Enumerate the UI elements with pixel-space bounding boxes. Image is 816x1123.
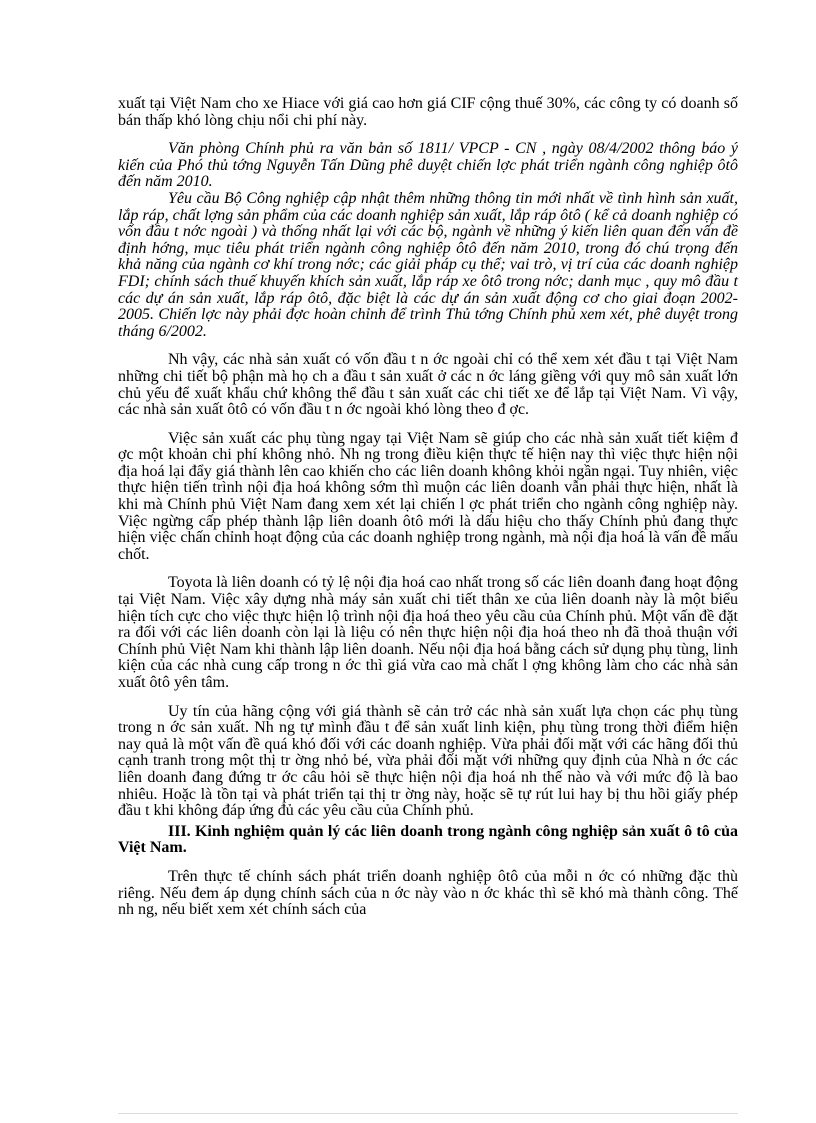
paragraph-7: Uy tín của hãng cộng với giá thành sẽ cản trở các nhà sản xuất lựa chọn các phụ tùng trong n ớc sản xuất. Nh ng tự mình đầu t để sản xuất linh kiện, phụ tùng trong thời điểm hiện nay quả là một vấn đề quá khó đối với các doanh nghiệp. Vừa phải đối mặt với các hãng đối thủ cạnh tranh trong một thị tr ờng nhỏ bé, vừa phải đối mặt với những quy định của Nhà n ớc các liên doanh đang đứng tr ớc câu hỏi sẽ thực hiện nội địa hoá nh thế nào và với mức độ là bao nhiêu. Hoặc là tồn tại và phát triển tại thị tr ờng này, hoặc sẽ tự rút lui hay bị thu hồi giấy phép đầu t khi không đáp ứng đủ các yêu cầu của Chính phủ. xyxy=(118,702,738,820)
paragraph-3-italic: Yêu cầu Bộ Công nghiệp cập nhật thêm những thông tin mới nhất về tình hình sản xuất, lắp ráp, chất lợng sản phẩm của các doanh nghiệp sản xuất, lắp ráp ôtô ( kể cả doanh nghiệp có vốn đầu t nớc ngoài ) và thống nhất lại với các bộ, ngành về những ý kiến liên quan đến vấn đề định hớng, mục tiêu phát triển ngành công nghiệp ôtô đến năm 2010, trong đó chú trọng đến khả năng của ngành cơ khí trong nớc; các giải pháp cụ thể; vai trò, vị trí của các doanh nghiệp FDI; chính sách thuế khuyến khích sản xuất, lắp ráp xe ôtô trong nớc; danh mục , quy mô đầu t các dự án sản xuất, lắp ráp ôtô, đặc biệt là các dự án sản xuất động cơ cho giai đoạn 2002-2005. Chiến lợc này phải đợc hoàn chỉnh để trình Thủ tớng Chính phủ xem xét, phê duyệt trong tháng 6/2002. xyxy=(118,189,739,340)
paragraph-4: Nh vậy, các nhà sản xuất có vốn đầu t n ớc ngoài chỉ có thể xem xét đầu t tại Việt Nam những chi tiết bộ phận mà họ ch a đầu t sản xuất ở các n ớc láng giềng với quy mô sản xuất lớn chủ yếu để xuất khẩu chứ không thể đầu t sản xuất các chi tiết xe để lắp tại Việt Nam. Vì vậy, các nhà sản xuất ôtô có vốn đầu t n ớc ngoài khó lòng theo đ ợc. xyxy=(118,351,738,419)
section-heading: III. Kinh nghiệm quản lý các liên doanh trong ngành công nghiệp sản xuất ô tô của Việt Nam. xyxy=(118,822,738,857)
paragraph-5: Việc sản xuất các phụ tùng ngay tại Việt Nam sẽ giúp cho các nhà sản xuất tiết kiệm đ ợc một khoản chi phí không nhỏ. Nh ng trong điều kiện thực tế hiện nay thì việc thực hiện nội địa hoá lại đẩy giá thành lên cao khiến cho các liên doanh không khỏi ngần ngại. Tuy nhiên, việc thực hiện tiến trình nội địa hoá không sớm thì muộn các liên doanh vẫn phải thực hiện, nhất là khi mà Chính phủ Việt Nam đang xem xét lại chiến l ợc phát triển cho ngành công nghiệp này. Việc ngừng cấp phép thành lập liên doanh ôtô mới là dấu hiệu cho thấy Chính phủ đang thực hiện việc chấn chỉnh hoạt động của các doanh nghiệp trong ngành, mà nội địa hoá là vấn đề mấu chốt. xyxy=(118,429,738,563)
paragraph-6: Toyota là liên doanh có tỷ lệ nội địa hoá cao nhất trong số các liên doanh đang hoạt động tại Việt Nam. Việc xây dựng nhà máy sản xuất chi tiết thân xe của liên doanh này là một biểu hiện tích cực cho việc thực hiện lộ trình nội địa hoá theo yêu cầu của Chính phủ. Một vấn đề đặt ra đối với các liên doanh còn lại là liệu có nên thực hiện nội địa hoá theo nh đã thoả thuận với Chính phủ Việt Nam khi thành lập liên doanh. Nếu nội địa hoá bằng cách sử dụng phụ tùng, linh kiện của các nhà cung cấp trong n ớc thì giá vừa cao mà chất l ợng không làm cho các nhà sản xuất ôtô yên tâm. xyxy=(118,574,738,691)
paragraph-2-italic: Văn phòng Chính phủ ra văn bản số 1811/ VPCP - CN , ngày 08/4/2002 thông báo ý kiến của Phó thủ tớng Nguyễn Tấn Dũng phê duyệt chiến lợc phát triển ngành công nghiệp ôtô đến năm 2010. xyxy=(118,140,738,191)
paragraph-1: xuất tại Việt Nam cho xe Hiace với giá cao hơn giá CIF cộng thuế 30%, các công ty có doanh số bán thấp khó lòng chịu nổi chi phí này. xyxy=(118,95,738,129)
paragraph-8: Trên thực tế chính sách phát triển doanh nghiệp ôtô của mỗi n ớc có những đặc thù riêng. Nếu đem áp dụng chính sách của n ớc này vào n ớc khác thì sẽ khó mà thành công. Thế nh ng, nếu biết xem xét chính sách của xyxy=(118,867,738,919)
footer-divider xyxy=(118,1113,738,1114)
document-page xyxy=(118,96,738,919)
